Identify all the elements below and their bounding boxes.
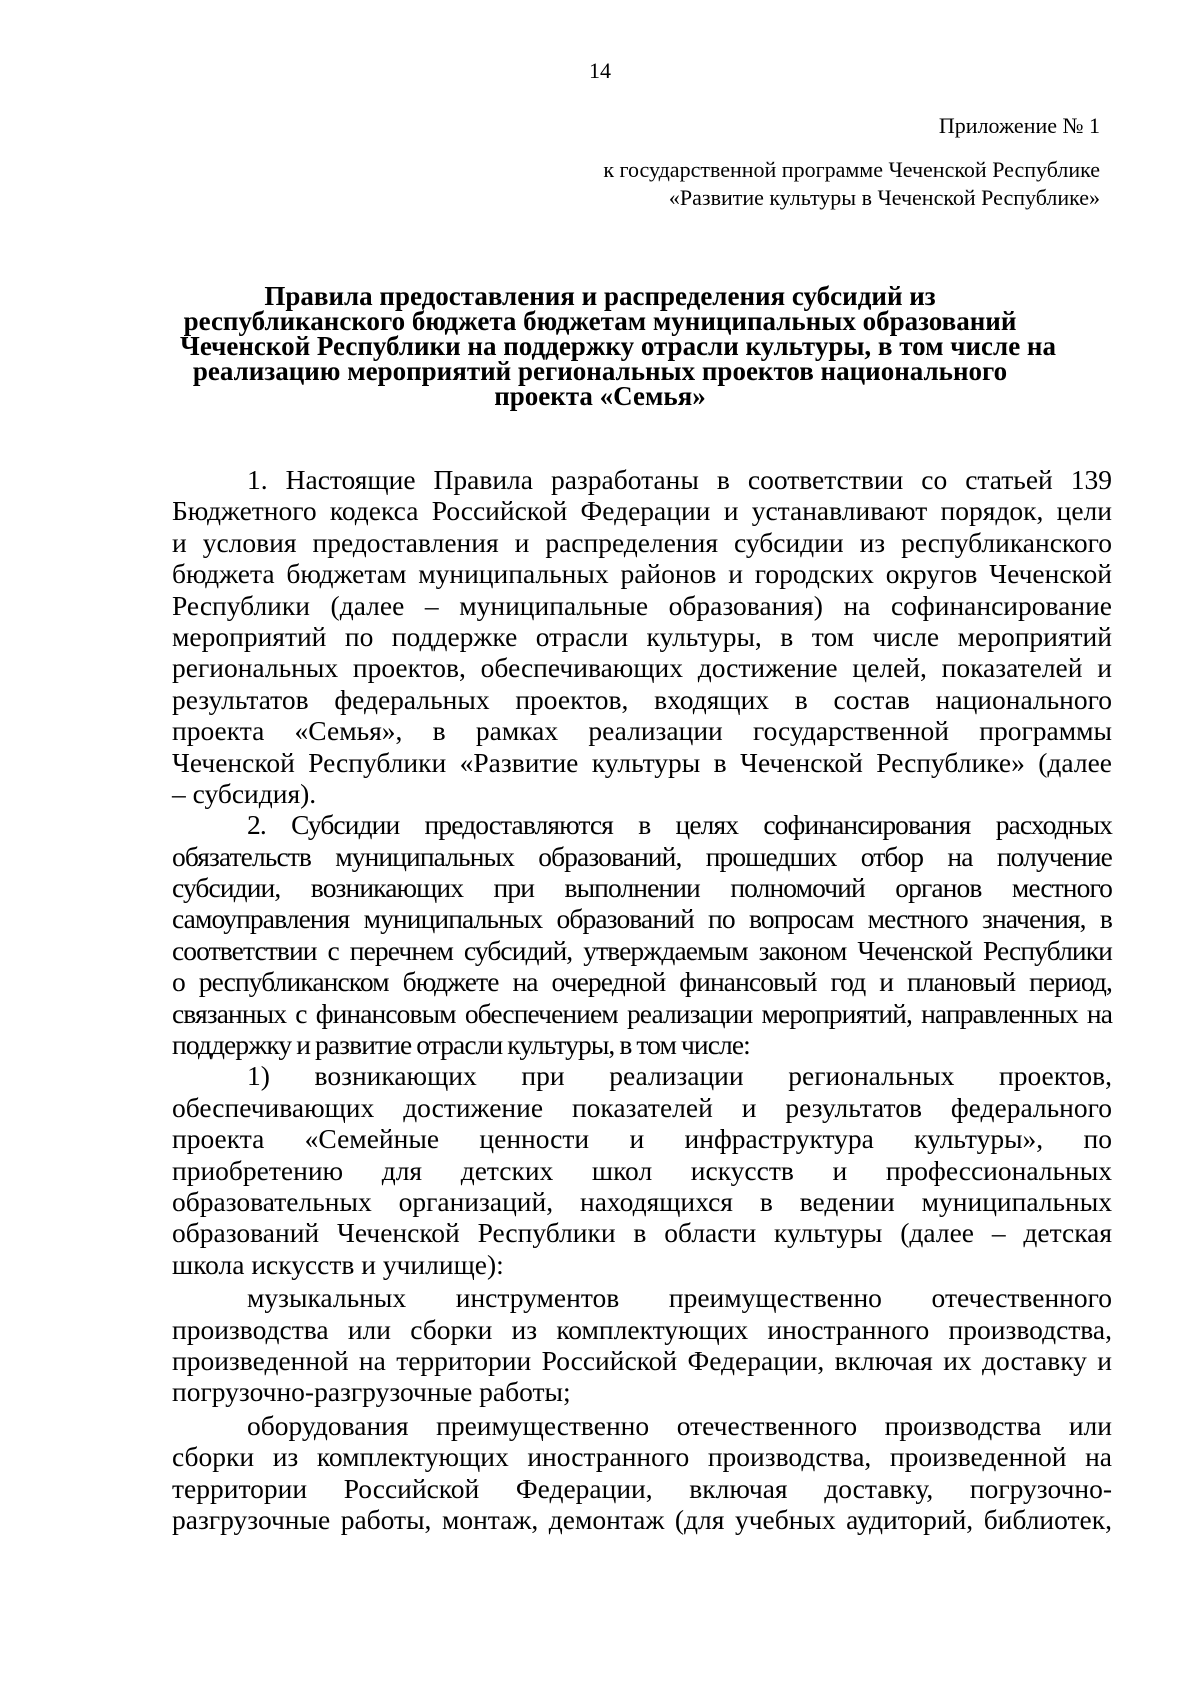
text-line: обеспечивающих достижение показателей и результатов федерального [172,1091,1112,1123]
text-line: обязательств муниципальных образований, прошедших отбор на получение [172,840,1112,872]
text-line: территории Российской Федерации, включая доставку, погрузочно- [172,1472,1112,1504]
text-line: образований Чеченской Республики в области культуры (далее – детская [172,1217,1112,1249]
document-body [172,464,1112,1535]
title-line: реализацию мероприятий региональных проектов национального [192,356,1008,386]
text-line: субсидии, возникающих при выполнении полномочий органов местного [172,872,1112,904]
appendix-line: «Развитие культуры в Чеченской Республике» [668,185,1100,210]
text-line: Республики (далее – муниципальные образования) на софинансирование [172,589,1112,621]
text-line: 2. Субсидии предоставляются в целях софинансирования расходных [247,809,1112,841]
text-line: образовательных организаций, находящихся в ведении муниципальных [172,1185,1112,1217]
page-number: 14 [589,58,611,83]
list-item-1 [172,1060,1112,1280]
text-line: соответствии с перечнем субсидий, утверждаемым законом Чеченской Республики [172,934,1112,966]
text-line: мероприятий по поддержке отрасли культуры, в том числе мероприятий [172,620,1112,652]
appendix-title: Приложение № 1 [938,113,1100,138]
text-line: приобретению для детских школ искусств и профессиональных [172,1154,1112,1186]
text-line: – субсидия). [172,777,317,809]
text-line: сборки из комплектующих иностранного производства, произведенной на [172,1441,1112,1473]
subitem-instruments [172,1282,1112,1408]
text-line: разгрузочные работы, монтаж, демонтаж (для учебных аудиторий, библиотек, [172,1503,1112,1535]
text-line: 1) возникающих при реализации региональных проектов, [247,1060,1112,1092]
document-title [180,281,1056,411]
text-line: проекта «Семейные ценности и инфраструктура культуры», по [172,1123,1112,1155]
appendix-header [500,112,1100,212]
text-line: связанных с финансовым обеспечением реализации мероприятий, направленных на [172,997,1112,1029]
text-line: проекта «Семья», в рамках реализации государственной программы [172,715,1112,747]
text-line: результатов федеральных проектов, входящих в состав национального [172,683,1112,715]
paragraph-2 [172,809,1112,1060]
text-line: бюджета бюджетам муниципальных районов и городских округов Чеченской [172,558,1112,590]
title-line: Чеченской Республики на поддержку отрасли культуры, в том числе на [180,331,1056,361]
text-line: произведенной на территории Российской Федерации, включая их доставку и [172,1344,1112,1376]
text-line: погрузочно-разгрузочные работы; [172,1376,571,1408]
text-line: о республиканском бюджете на очередной финансовый год и плановый период, [172,966,1112,998]
text-line: Бюджетного кодекса Российской Федерации и устанавливают порядок, цели [172,495,1112,527]
text-line: Чеченской Республики «Развитие культуры в Чеченской Республике» (далее [172,746,1112,778]
text-line: самоуправления муниципальных образований по вопросам местного значения, в [172,903,1112,935]
title-line: республиканского бюджета бюджетам муниципальных образований [183,306,1017,336]
title-line: проекта «Семья» [494,381,706,411]
appendix-line: к государственной программе Чеченской Республике [603,157,1100,182]
text-line: 1. Настоящие Правила разработаны в соответствии со статьей 139 [247,464,1112,495]
subitem-equipment [172,1410,1112,1536]
text-line: и условия предоставления и распределения субсидии из республиканского [172,526,1112,558]
text-line: региональных проектов, обеспечивающих достижение целей, показателей и [172,652,1112,684]
text-line: музыкальных инструментов преимущественно отечественного [247,1282,1112,1314]
title-line: Правила предоставления и распределения субсидий из [264,281,936,311]
text-line: школа искусств и училище): [172,1248,504,1280]
paragraph-1 [172,464,1112,809]
text-line: оборудования преимущественно отечественного производства или [247,1409,1112,1441]
text-line: производства или сборки из комплектующих иностранного производства, [172,1313,1112,1345]
text-line: поддержку и развитие отрасли культуры, в том числе: [172,1029,750,1061]
